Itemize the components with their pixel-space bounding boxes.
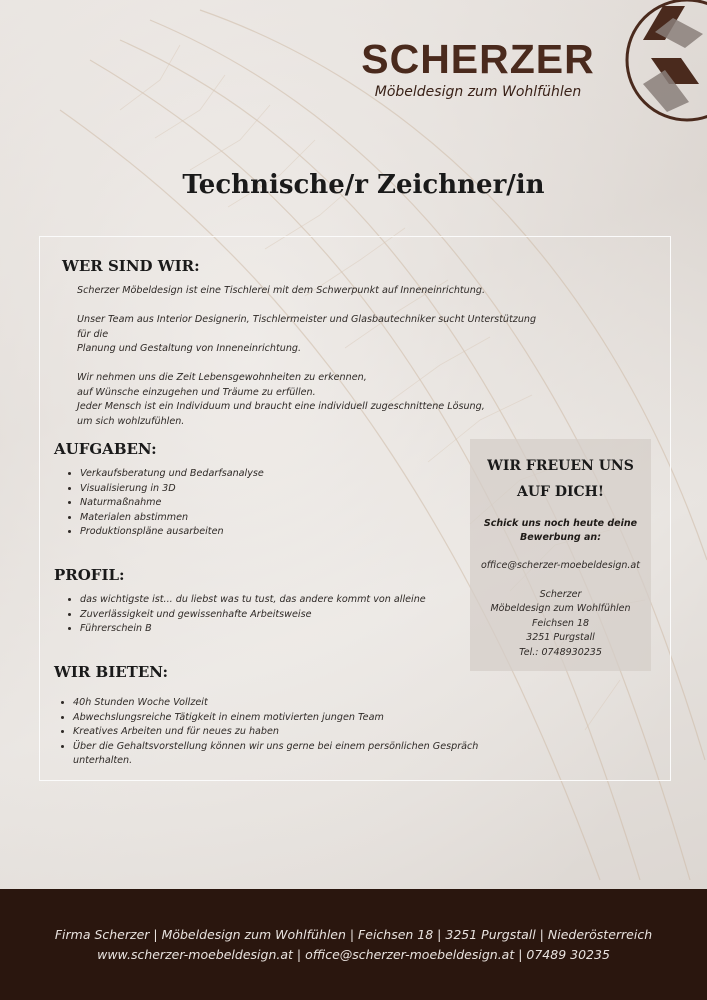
footer [0, 889, 707, 1000]
footer-contact-links[interactable]: www.scherzer-moebeldesign.at | office@scherzer-moebeldesign.at | 07489 30235 [97, 947, 610, 962]
about-line: um sich wohlzufühlen. [77, 415, 185, 427]
brand-tagline: Möbeldesign zum Wohlfühlen [374, 84, 582, 100]
contact-title-line: WIR FREUEN UNS [487, 458, 634, 474]
contact-title [470, 453, 651, 505]
about-text [77, 284, 547, 429]
tasks-list [62, 467, 264, 540]
list-item: • Kreatives Arbeiten und für neues zu haben [73, 725, 478, 740]
about-line [77, 299, 547, 314]
list-item: • Abwechslungsreiche Tätigkeit in einem motivierten jungen Team [73, 711, 478, 726]
list-item: • Zuverlässigkeit und gewissenhafte Arbeitsweise [80, 608, 426, 623]
list-item: • Materialen abstimmen [80, 511, 264, 526]
footer-address: Firma Scherzer | Möbeldesign zum Wohlfühlen | Feichsen 18 | 3251 Purgstall | Niederösterreich [54, 927, 653, 942]
tasks-heading: AUFGABEN: [54, 440, 157, 458]
list-item: • Führerschein B [80, 622, 426, 637]
list-item: • Naturmaßnahme [80, 496, 264, 511]
contact-company: Scherzer [539, 588, 582, 600]
contact-email-link[interactable]: office@scherzer-moebeldesign.at [481, 560, 640, 571]
list-item: • 40h Stunden Woche Vollzeit [73, 696, 478, 711]
offer-heading: WIR BIETEN: [54, 663, 168, 681]
list-item: • Verkaufsberatung und Bedarfsanalyse [80, 467, 264, 482]
list-item: • Visualisierung in 3D [80, 482, 264, 497]
contact-city: 3251 Purgstall [526, 632, 595, 643]
list-item: • Produktionspläne ausarbeiten [80, 525, 264, 540]
about-line: Scherzer Möbeldesign ist eine Tischlerei mit dem Schwerpunkt auf Inneneinrichtung. [77, 285, 485, 296]
list-item-continuation: unterhalten. [73, 755, 133, 766]
about-line: Planung und Gestaltung von Inneneinrichtung. [77, 343, 302, 354]
list-item: • Über die Gehaltsvorstellung können wir uns gerne bei einem persönlichen Gespräch [73, 740, 478, 755]
profile-heading: PROFIL: [54, 566, 125, 584]
list-item: • das wichtigste ist... du liebst was tu tust, das andere kommt von alleine [80, 593, 426, 608]
brand-name: SCHERZER [361, 36, 595, 82]
about-line: auf Wünsche einzugehen und Träume zu erfüllen. [77, 386, 316, 398]
contact-phone: Tel.: 0748930235 [519, 646, 602, 658]
contact-street: Feichsen 18 [531, 617, 590, 629]
contact-box [470, 439, 651, 671]
contact-intro-line: Schick uns noch heute deine [483, 518, 638, 529]
contact-tagline: Möbeldesign zum Wohlfühlen [490, 603, 631, 614]
about-line: Jeder Mensch ist ein Individuum und braucht eine individuell zugeschnittene Lösung, [77, 401, 485, 412]
about-line [77, 357, 547, 372]
contact-intro-line: Bewerbung an: [520, 532, 601, 543]
about-line: Wir nehmen uns die Zeit Lebensgewohnheiten zu erkennen, [77, 372, 367, 383]
page-title: Technische/r Zeichner/in [182, 170, 545, 200]
contact-title-line: AUF DICH! [516, 484, 605, 500]
about-heading: WER SIND WIR: [62, 257, 200, 275]
logo-emblem-icon [603, 0, 707, 124]
contact-intro [470, 517, 651, 545]
profile-list [62, 593, 426, 637]
about-line: Unser Team aus Interior Designerin, Tischlermeister und Glasbautechniker sucht Unterstützung für die [77, 314, 537, 340]
offer-list [55, 696, 478, 769]
logo-wordmark [358, 36, 598, 100]
